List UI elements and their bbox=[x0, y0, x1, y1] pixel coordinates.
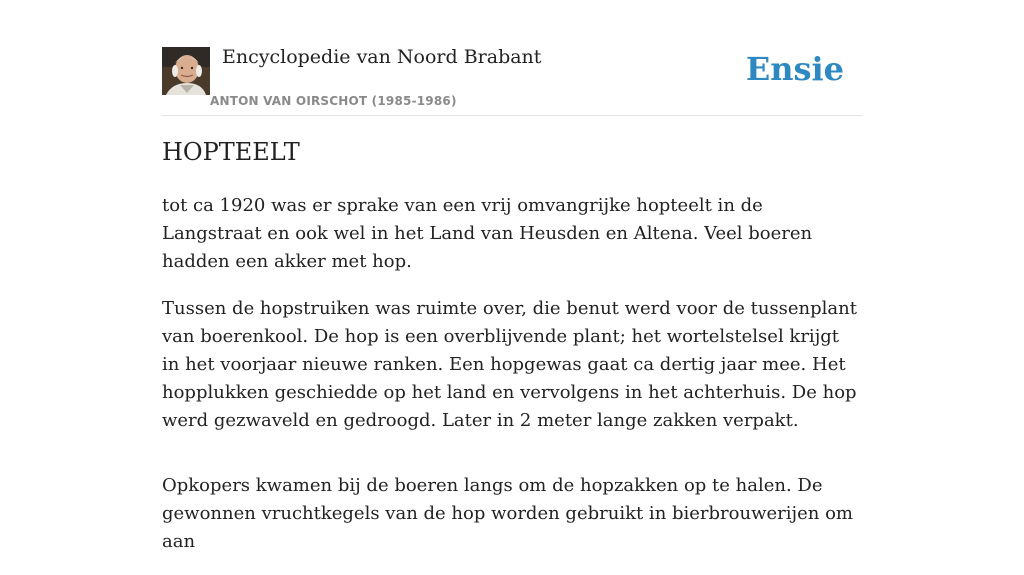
portrait-icon bbox=[162, 47, 210, 95]
article-title: HOPTEELT bbox=[162, 138, 300, 166]
article-paragraph: tot ca 1920 was er sprake van een vrij omvangrijke hopteelt in de Langstraat en ook wel in het Land van Heusden en Altena. Veel boeren hadden een akker met hop. bbox=[162, 195, 813, 272]
article-body bbox=[162, 192, 862, 575]
article-paragraph: Tussen de hopstruiken was ruimte over, die benut werd voor de tussenplant van boerenkool. De hop is een overblijvende plant; het wortelstelsel krijgt in het voorjaar nieuwe ranken. Een hopgewas gaat ca dertig jaar mee. Het hopplukken geschiedde op het land en vervolgens in het achterhuis. De hop werd gezwaveld en gedroogd. Later in 2 meter lange zakken verpakt. bbox=[162, 298, 857, 431]
ensie-logo[interactable]: Ensie bbox=[745, 50, 844, 88]
author-name[interactable]: ANTON VAN OIRSCHOT (1985-1986) bbox=[210, 94, 457, 108]
author-avatar[interactable] bbox=[162, 47, 210, 95]
source-title[interactable]: Encyclopedie van Noord Brabant bbox=[222, 46, 542, 68]
article-paragraph: Opkopers kwamen bij de boeren langs om de hopzakken op te halen. De gewonnen vruchtkegels van de hop worden gebruikt in bierbrouwerijen om aan bbox=[162, 475, 853, 552]
source-header bbox=[162, 40, 862, 116]
